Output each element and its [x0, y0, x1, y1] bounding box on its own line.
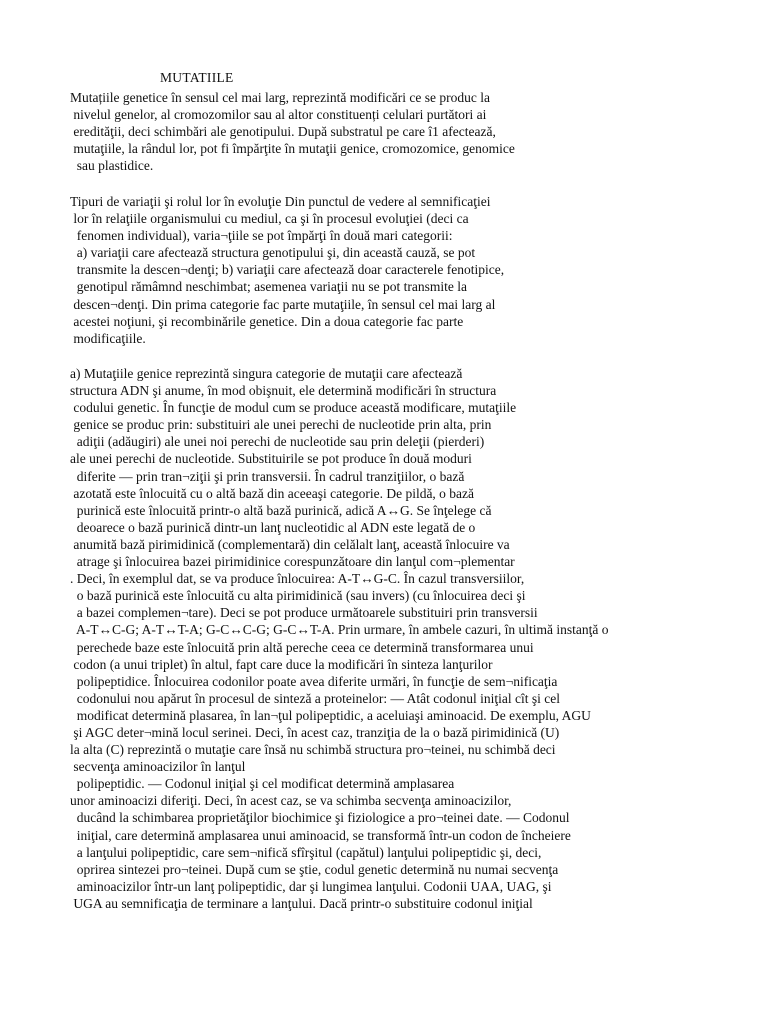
- text-line: diferite — prin tran¬ziţii şi prin transversii. În cadrul tranziţiilor, o bază: [70, 468, 465, 484]
- text-line: transmite la descen¬denţi; b) variaţii care afectează doar caracterele fenotipice,: [70, 262, 505, 278]
- text-line: perechede baze este înlocuită prin altă pereche ceea ce determină transformarea unui: [70, 639, 534, 655]
- text-line: ducând la schimbarea proprietăţilor biochimice şi fiziologice a pro¬teinei date. — Codonul: [70, 810, 570, 826]
- text-line: modificat determină plasarea, în lan¬ţul polipeptidic, a aceluiaşi aminoacid. De exemplu, AGU: [70, 707, 591, 723]
- text-line: acestei noţiuni, şi recombinările genetice. Din a doua categorie fac parte: [70, 313, 464, 329]
- text-line: UGA au semnificaţia de terminare a lanţului. Dacă printr-o substituire codonul iniţial: [70, 895, 533, 911]
- text-line: nivelul genelor, al cromozomilor sau al altor constituenți celulari purtători ai: [70, 107, 487, 123]
- text-line: oprirea sintezei pro¬teinei. După cum se ştie, codul genetic determină nu numai secvenţa: [70, 861, 559, 877]
- text-line: codonului nou apărut în procesul de sinteză a proteinelor: — Atât codonul iniţial cît şi cel: [70, 690, 560, 706]
- text-line: unor aminoacizi diferiţi. Deci, în acest caz, se va schimba secvenţa aminoacizilor,: [70, 793, 512, 809]
- text-line: a) Mutaţiile genice reprezintă singura categorie de mutaţii care afectează: [70, 366, 463, 381]
- text-line: . Deci, în exemplul dat, se va produce înlocuirea: A-T↔G-C. În cazul transversiilor,: [70, 571, 525, 587]
- text-line: a bazei complemen¬tare). Deci se pot produce următoarele substituiri prin transversii: [70, 605, 538, 621]
- text-line: Tipuri de variaţii şi rolul lor în evoluţie Din punctul de vedere al semnificaţiei: [70, 194, 491, 209]
- text-line: codon (a unui triplet) în altul, fapt care duce la modificări în sinteza lanţurilor: [70, 656, 493, 672]
- text-line: la alta (C) reprezintă o mutaţie care însă nu schimbă structura pro¬teinei, nu schimbă deci: [70, 742, 556, 758]
- text-line: eredităţii, deci schimbări ale genotipului. După substratul pe care î1 afectează,: [70, 124, 496, 140]
- text-line: genice se produc prin: substituiri ale unei perechi de nucleotide prin alta, prin: [70, 417, 492, 433]
- text-line: atrage şi înlocuirea bazei pirimidinice corespunzătoare din lanţul com¬plementar: [70, 554, 515, 570]
- text-line: ale unei perechi de nucleotide. Substituirile se pot produce în două moduri: [70, 451, 472, 467]
- paragraph-gene-mutations: [70, 365, 750, 912]
- text-line: codului genetic. În funcţie de modul cum se produce această modificare, mutaţiile: [70, 400, 517, 416]
- text-line: aminoacizilor într-un lanţ polipeptidic, dar şi lungimea lanţului. Codonii UAA, UAG, şi: [70, 878, 552, 894]
- text-line: secvenţa aminoacizilor în lanţul: [70, 759, 246, 775]
- text-line: Mutațiile genetice în sensul cel mai larg, reprezintă modificări ce se produc la: [70, 90, 490, 105]
- text-line: A-T↔C-G; A-T↔T-A; G-C↔C-G; G-C↔T-A. Prin urmare, în ambele cazuri, în ultimă instanţă o: [70, 622, 609, 638]
- paragraph-variation-types: [70, 193, 750, 347]
- text-line: polipeptidic. — Codonul iniţial şi cel modificat determină amplasarea: [70, 776, 455, 792]
- text-line: iniţial, care determină amplasarea unui aminoacid, se transformă într-un codon de încheiere: [70, 827, 571, 843]
- text-line: structura ADN şi anume, în mod obişnuit, ele determină modificări în structura: [70, 383, 497, 399]
- text-line: deoarece o bază purinică dintr-un lanţ nucleotidic al ADN este legată de o: [70, 519, 476, 535]
- paragraph-definition: [70, 89, 750, 174]
- text-line: mutaţiile, la rândul lor, pot fi împărţite în mutaţii genice, cromozomice, genomice: [70, 141, 515, 157]
- text-line: a) variaţii care afectează structura genotipului şi, din această cauză, se pot: [70, 245, 476, 261]
- text-line: modificaţiile.: [70, 330, 146, 346]
- text-line: anumită bază pirimidinică (complementară) din celălalt lanţ, această înlocuire va: [70, 536, 510, 552]
- text-line: şi AGC deter¬mină locul serinei. Deci, în acest caz, tranziţia de la o bază pirimidinică (U): [70, 724, 560, 740]
- document-title: MUTATIILE: [160, 70, 234, 85]
- text-line: a lanţului polipeptidic, care sem¬nifică sfîrşitul (capătul) lanţului polipeptidic şi, deci,: [70, 844, 542, 860]
- text-line: adiţii (adăugiri) ale unei noi perechi de nucleotide sau prin deleţii (pierderi): [70, 434, 485, 450]
- text-line: sau plastidice.: [70, 158, 154, 174]
- text-line: polipeptidice. Înlocuirea codonilor poate avea diferite urmări, în funcţie de sem¬nificaţia: [70, 673, 558, 689]
- text-line: o bază purinică este înlocuită cu alta pirimidinică (sau invers) (cu înlocuirea deci şi: [70, 588, 526, 604]
- text-line: fenomen individual), varia¬ţiile se pot împărţi în două mari categorii:: [70, 228, 453, 244]
- text-line: lor în relaţiile organismului cu mediul, ca şi în procesul evoluţiei (deci ca: [70, 211, 469, 227]
- text-line: purinică este înlocuită printr-o altă bază purinică, adică A↔G. Se înţelege că: [70, 502, 492, 518]
- text-line: genotipul rămâmnd neschimbat; asemenea variaţii nu se pot transmite la: [70, 279, 468, 295]
- text-line: azotată este înlocuită cu o altă bază din aceeaşi categorie. De pildă, o bază: [70, 485, 475, 501]
- text-line: descen¬denţi. Din prima categorie fac parte mutaţiile, în sensul cel mai larg al: [70, 296, 496, 312]
